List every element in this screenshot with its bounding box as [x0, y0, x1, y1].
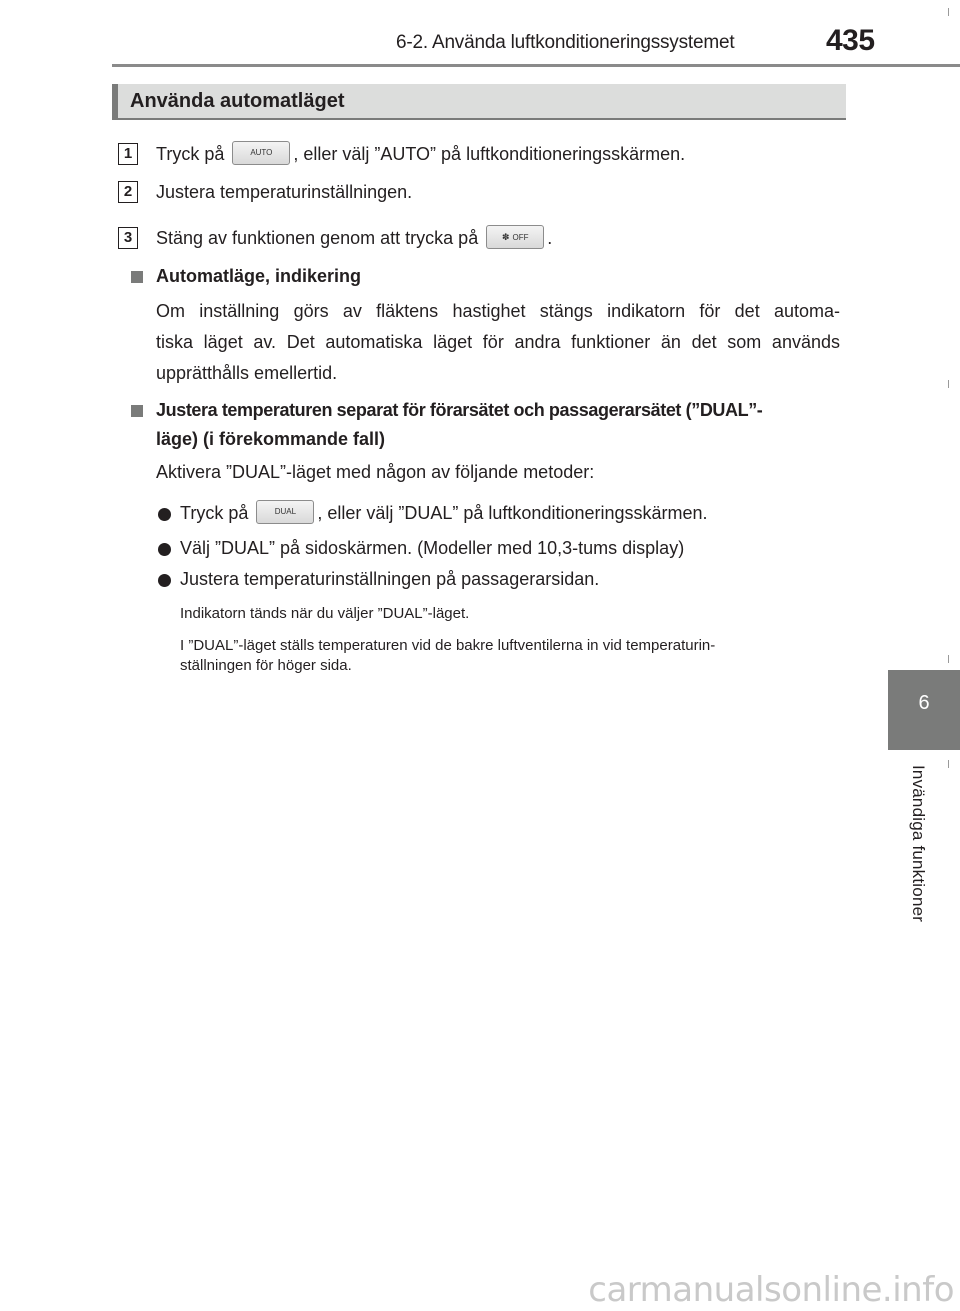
dual-bullet-1 [180, 498, 708, 529]
auto-button-image: AUTO [232, 141, 290, 165]
crop-mark [948, 760, 949, 768]
auto-indicator-line-3: upprätthålls emellertid. [156, 363, 338, 383]
step-1-text-before: Tryck på [156, 144, 230, 164]
step-1-text-after: , eller välj ”AUTO” på luftkonditioneringsskärmen. [293, 144, 686, 164]
chapter-number: 6 [918, 692, 930, 714]
step-2-text: Justera temperaturinställningen. [156, 182, 413, 202]
fan-icon: ✽ [501, 232, 510, 243]
step-number-1: 1 [118, 143, 138, 165]
crop-mark [948, 8, 949, 16]
header-rule [112, 64, 960, 67]
step-3-text [156, 223, 552, 254]
round-bullet-icon [158, 574, 171, 587]
step-number-2: 2 [118, 181, 138, 203]
dual-note-2-line-1: I ”DUAL”-läget ställs temperaturen vid de bakre luftventilerna in vid temperaturin- [180, 637, 716, 654]
step-number-3: 3 [118, 227, 138, 249]
chapter-tab [888, 670, 960, 750]
dual-note-1: Indikatorn tänds när du väljer ”DUAL”-läget. [180, 605, 470, 622]
dual-intro: Aktivera ”DUAL”-läget med någon av följande metoder: [156, 462, 595, 482]
dual-heading-line-1: Justera temperaturen separat för förarsätet och passagerarsätet (”DUAL”- [156, 400, 763, 420]
crop-mark [948, 655, 949, 663]
header-title: 6-2. Använda luftkonditioneringssystemet [396, 32, 735, 53]
page-number: 435 [826, 24, 875, 57]
auto-indicator-line-2: tiska läget av. Det automatiska läget för andra funktioner än det som används [156, 332, 840, 352]
fan-off-button-image [486, 225, 544, 249]
watermark: carmanualsonline.info [588, 1270, 954, 1310]
dual-heading-line-2: läge) (i förekommande fall) [156, 429, 386, 449]
auto-indicator-heading: Automatläge, indikering [156, 266, 362, 286]
section-heading [112, 84, 846, 120]
dual-bullet-1-before: Tryck på [180, 503, 254, 523]
dual-bullet-2: Välj ”DUAL” på sidoskärmen. (Modeller med 10,3-tums display) [180, 538, 685, 558]
square-bullet-icon [131, 271, 143, 283]
chapter-label: Invändiga funktioner [909, 765, 928, 923]
dual-note-2-line-2: ställningen för höger sida. [180, 657, 352, 674]
dual-bullet-1-after: , eller välj ”DUAL” på luftkonditioneringsskärmen. [317, 503, 708, 523]
round-bullet-icon [158, 508, 171, 521]
crop-mark [948, 380, 949, 388]
dual-bullet-3: Justera temperaturinställningen på passagerarsidan. [180, 569, 600, 589]
step-3-text-after: . [547, 228, 553, 248]
auto-indicator-line-1: Om inställning görs av fläktens hastighet stängs indikatorn för det automa- [156, 301, 840, 321]
square-bullet-icon [131, 405, 143, 417]
step-1-text [156, 139, 685, 170]
dual-button-image: DUAL [256, 500, 314, 524]
fan-off-button-label: OFF [512, 233, 529, 243]
step-3-text-before: Stäng av funktionen genom att trycka på [156, 228, 484, 248]
round-bullet-icon [158, 543, 171, 556]
section-heading-text: Använda automatläget [130, 90, 345, 112]
